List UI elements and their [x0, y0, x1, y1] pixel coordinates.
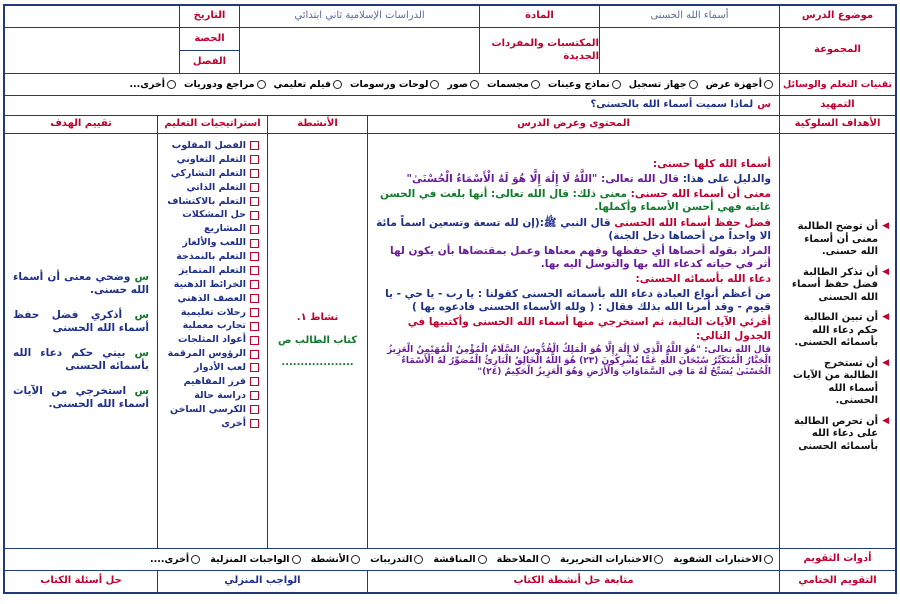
- assessment-options: [5, 549, 779, 570]
- tools-option[interactable]: أجهزة عرض: [706, 79, 773, 91]
- radio-circle-icon: [292, 555, 301, 564]
- checkbox-icon: [250, 308, 259, 317]
- strategy-item[interactable]: التعلم التعاوني: [177, 154, 259, 166]
- activities-cell: [267, 134, 367, 548]
- footer-label: التقويم الختامي: [779, 571, 895, 592]
- strategy-item[interactable]: الكرسي الساخن: [170, 404, 259, 416]
- strategy-item[interactable]: التعلم بالنمذجة: [176, 251, 259, 263]
- header-row-2: [5, 28, 895, 74]
- lesson-content: [367, 134, 779, 548]
- radio-circle-icon: [333, 80, 342, 89]
- objective-item: ◀ أن تستخرج الطالبة من الآيات أسماء الله الحسنى.: [792, 357, 889, 406]
- header-row-1: [5, 6, 895, 28]
- radio-circle-icon: [470, 80, 479, 89]
- tools-option[interactable]: صور: [447, 79, 479, 91]
- strategy-item[interactable]: المشاريع: [204, 223, 259, 235]
- strategy-item[interactable]: فرز المفاهيم: [184, 376, 259, 388]
- strategy-item[interactable]: التعلم بالاكتشاف: [167, 196, 259, 208]
- class-label: الفصل: [192, 55, 227, 67]
- content-heading: أسماء الله كلها حسنى:: [652, 158, 771, 170]
- checkbox-icon: [250, 252, 259, 261]
- radio-circle-icon: [764, 80, 773, 89]
- vocab-value-empty: [239, 28, 479, 73]
- footer-book-activities: متابعة حل أنشطة الكتاب: [367, 571, 779, 592]
- checkbox-icon: [250, 419, 259, 428]
- tools-options: [5, 74, 779, 95]
- checkbox-icon: [250, 266, 259, 275]
- strategies-list: [157, 134, 267, 548]
- material-label: المادة: [479, 6, 599, 27]
- intro-row: [5, 96, 895, 116]
- tools-option[interactable]: جهاز تسجيل: [629, 79, 698, 91]
- content-evidence: والدليل على هذا: قال الله تعالى: "اللَّهُ لَا إِلَٰهَ إِلَّا هُوَ لَهُ الْأَسْمَاءُ الْحُسْنَىٰ": [406, 173, 771, 186]
- col-content: المحتوى وعرض الدرس: [367, 116, 779, 133]
- assessment-option[interactable]: الأنشطة: [311, 554, 361, 566]
- question-text: لماذا سميت أسماء الله بالحسنى؟: [590, 99, 754, 111]
- checkbox-icon: [250, 141, 259, 150]
- radio-circle-icon: [764, 555, 773, 564]
- activity-book: كتاب الطالب ص: [277, 334, 358, 346]
- group-label: المجموعة: [779, 28, 895, 73]
- footer-homework: الواجب المنزلي: [157, 571, 367, 592]
- tools-option[interactable]: مجسمات: [487, 79, 540, 91]
- col-activities: الأنشطة: [267, 116, 367, 133]
- group-value-empty: [599, 28, 779, 73]
- assessment-option[interactable]: التدريبات: [370, 554, 423, 566]
- content-meaning: معنى أن أسماء الله حسنى: معنى ذلك: قال الله تعالى: أنها بلغت في الحسن غايته فهي أحسن الأسماء وأكملها.: [379, 188, 771, 214]
- checkbox-icon: [250, 336, 259, 345]
- triangle-bullet-icon: ◀: [882, 415, 889, 426]
- checkbox-icon: [250, 405, 259, 414]
- activity-title: نشاط ١.: [296, 312, 339, 324]
- question-prefix: س: [757, 99, 771, 111]
- content-dua-heading: دعاء الله بأسمائه الحسنى:: [635, 273, 771, 285]
- strategy-item[interactable]: دراسة حالة: [194, 390, 259, 402]
- assessment-option[interactable]: المناقشة: [433, 554, 486, 566]
- radio-circle-icon: [612, 80, 621, 89]
- tools-row: [5, 74, 895, 96]
- lesson-plan-sheet: [3, 4, 897, 594]
- radio-circle-icon: [478, 555, 487, 564]
- objective-item: ◀ أن تذكر الطالبة فضل حفظ أسماء الله الحسنى: [791, 266, 889, 303]
- assessment-option[interactable]: أخرى....: [150, 554, 200, 566]
- checkbox-icon: [250, 239, 259, 248]
- date-label: التاريخ: [179, 6, 239, 27]
- evaluation-list: [5, 134, 157, 548]
- checkbox-icon: [250, 211, 259, 220]
- assessment-option[interactable]: الواجبات المنزلية: [210, 554, 300, 566]
- checkbox-icon: [250, 350, 259, 359]
- strategy-item[interactable]: رحلات تعليمية: [181, 307, 259, 319]
- activity-dots: ...................: [281, 357, 354, 369]
- tools-option[interactable]: نماذج وعينات: [548, 79, 621, 91]
- checkbox-icon: [250, 155, 259, 164]
- strategy-item[interactable]: لعب الأدوار: [194, 362, 259, 374]
- strategy-item[interactable]: اللعب والألغاز: [182, 237, 259, 249]
- subject-value: أسماء الله الحسنى: [599, 6, 779, 27]
- objective-item: ◀ أن توضح الطالبة معنى أن أسماء الله حسنى.: [797, 221, 889, 257]
- radio-circle-icon: [167, 80, 176, 89]
- content-verses: قال الله تعالى: "هُوَ اللَّهُ الَّذِي لَا إِلَٰهَ إِلَّا هُوَ الْمَلِكُ الْقُدُّوسُ السَّلَامُ الْمُؤْمِنُ الْمُهَيْمِنُ الْعَزِيزُ الْجَبَّارُ الْمُتَكَبِّرُ سُبْحَانَ اللَّهِ عَمَّا يُشْرِكُونَ (٢٣) هُوَ اللَّهُ الْخَالِقُ الْبَارِئُ الْمُصَوِّرُ لَهُ الْأَسْمَاءُ الْحُسْنَىٰ يُسَبِّحُ لَهُ مَا فِي السَّمَاوَاتِ وَالْأَرْضِ وَهُوَ الْعَزِيزُ الْحَكِيمُ (٢٤)": [387, 344, 771, 378]
- checkbox-icon: [250, 169, 259, 178]
- assessment-row: [5, 549, 895, 571]
- tools-option[interactable]: مراجع ودوريات: [184, 79, 266, 91]
- checkbox-icon: [250, 294, 259, 303]
- strategy-item[interactable]: تجارب معملية: [183, 320, 259, 332]
- radio-circle-icon: [654, 555, 663, 564]
- evaluation-item: س أذكري فضل حفظ أسماء الله الحسنى: [13, 308, 150, 334]
- checkbox-icon: [250, 225, 259, 234]
- checkbox-icon: [250, 322, 259, 331]
- strategy-item[interactable]: حل المشكلات: [182, 209, 259, 221]
- triangle-bullet-icon: ◀: [882, 312, 889, 322]
- footer-book-questions: حل أسئلة الكتاب: [40, 575, 122, 587]
- strategy-item[interactable]: الفصل المقلوب: [172, 140, 259, 152]
- strategy-item[interactable]: أخرى: [221, 418, 259, 430]
- radio-circle-icon: [689, 80, 698, 89]
- strategy-item[interactable]: التعلم المتمايز: [179, 265, 259, 277]
- radio-circle-icon: [351, 555, 360, 564]
- content-dua-text: من أعظم أنواع العبادة دعاء الله بأسمائه الحسنى كقولنا : يا رب - يا حي - يا قيوم - وقد أمرنا الله بذلك فقال : ( ولله الأسماء الحسنى فادعوه بها ): [385, 288, 771, 314]
- content-task: أقرئي الآيات التالية، ثم استخرجي منها أسماء الله الحسنى وأكتبيها في الجدول التالي:: [407, 316, 771, 342]
- objective-item: ◀ أن تبين الطالبة حكم دعاء الله بأسمائه الحسنى.: [794, 312, 889, 348]
- checkbox-icon: [250, 197, 259, 206]
- triangle-bullet-icon: ◀: [882, 266, 889, 277]
- footer-row: [5, 571, 895, 592]
- radio-circle-icon: [430, 80, 439, 89]
- evaluation-item: س استخرجي من الآيات أسماء الله الحسنى.: [13, 385, 150, 411]
- triangle-bullet-icon: ◀: [882, 357, 889, 368]
- strategy-item[interactable]: التعلم التشاركي: [171, 168, 259, 180]
- content-virtue: فضل حفظ أسماء الله الحسنى قال النبي ﷺ:(إن لله تسعة وتسعين اسماً مائة الا واحداً من أحصاها دخل الجنة): [376, 216, 771, 242]
- content-explanation: المراد بقوله أحصاها أي حفظها وفهم معناها وعمل بمقتضاها بأن يكون لها أثر في حياته كدعاء الله بها والتوسل اليه بها.: [390, 244, 771, 270]
- subject-label: موضوع الدرس: [779, 6, 895, 27]
- strategy-item[interactable]: أعواد المثلجات: [178, 334, 259, 346]
- tools-option[interactable]: فيلم تعليمي: [274, 79, 342, 91]
- objective-item: ◀ أن تحرص الطالبة على دعاء الله بأسمائه الحسنى: [793, 415, 889, 452]
- intro-label: التمهيد: [779, 96, 895, 115]
- period-label: الحصة: [180, 28, 239, 51]
- radio-circle-icon: [541, 555, 550, 564]
- checkbox-icon: [250, 280, 259, 289]
- checkbox-icon: [250, 377, 259, 386]
- vocab-label: المكتسبات والمفردات الجديدة: [479, 28, 599, 73]
- evaluation-item: س وضحي معنى أن أسماء الله حسنى.: [13, 270, 149, 296]
- assessment-option[interactable]: الاختبارات الشفوية: [673, 554, 773, 566]
- tools-option[interactable]: أخرى...: [129, 79, 176, 91]
- material-value: الدراسات الإسلامية ثاني ابتدائي: [239, 6, 479, 27]
- col-objectives: الأهداف السلوكية: [779, 116, 895, 133]
- assessment-label: أدوات التقويم: [779, 549, 895, 570]
- checkbox-icon: [250, 363, 259, 372]
- tools-label: تقنيات التعلم والوسائل: [779, 74, 895, 95]
- strategy-item[interactable]: الخرائط الذهنية: [174, 279, 259, 291]
- period-class-labels: [179, 28, 239, 73]
- date-value-empty: [5, 6, 179, 27]
- radio-circle-icon: [531, 80, 540, 89]
- radio-circle-icon: [257, 80, 266, 89]
- evaluation-item: س بيني حكم دعاء الله بأسمائه الحسنى: [13, 347, 149, 373]
- checkbox-icon: [250, 391, 259, 400]
- main-body-row: [5, 134, 895, 549]
- triangle-bullet-icon: ◀: [882, 221, 889, 231]
- intro-question: [5, 96, 779, 115]
- objectives-list: [779, 134, 895, 548]
- col-strategies: استراتيجيات التعليم: [157, 116, 267, 133]
- checkbox-icon: [250, 183, 259, 192]
- strategy-item[interactable]: التعلم الذاتي: [187, 182, 259, 194]
- assessment-option[interactable]: الملاحظة: [497, 554, 550, 566]
- strategy-item[interactable]: الرؤوس المرقمة: [168, 348, 259, 360]
- strategy-item[interactable]: العصف الذهني: [177, 293, 259, 305]
- radio-circle-icon: [191, 555, 200, 564]
- columns-header-row: [5, 116, 895, 134]
- assessment-option[interactable]: الاختبارات التحريرية: [560, 554, 663, 566]
- tools-option[interactable]: لوحات ورسومات: [350, 79, 439, 91]
- period-class-values-empty: [5, 28, 179, 73]
- radio-circle-icon: [414, 555, 423, 564]
- col-evaluation: تقييم الهدف: [50, 118, 112, 130]
